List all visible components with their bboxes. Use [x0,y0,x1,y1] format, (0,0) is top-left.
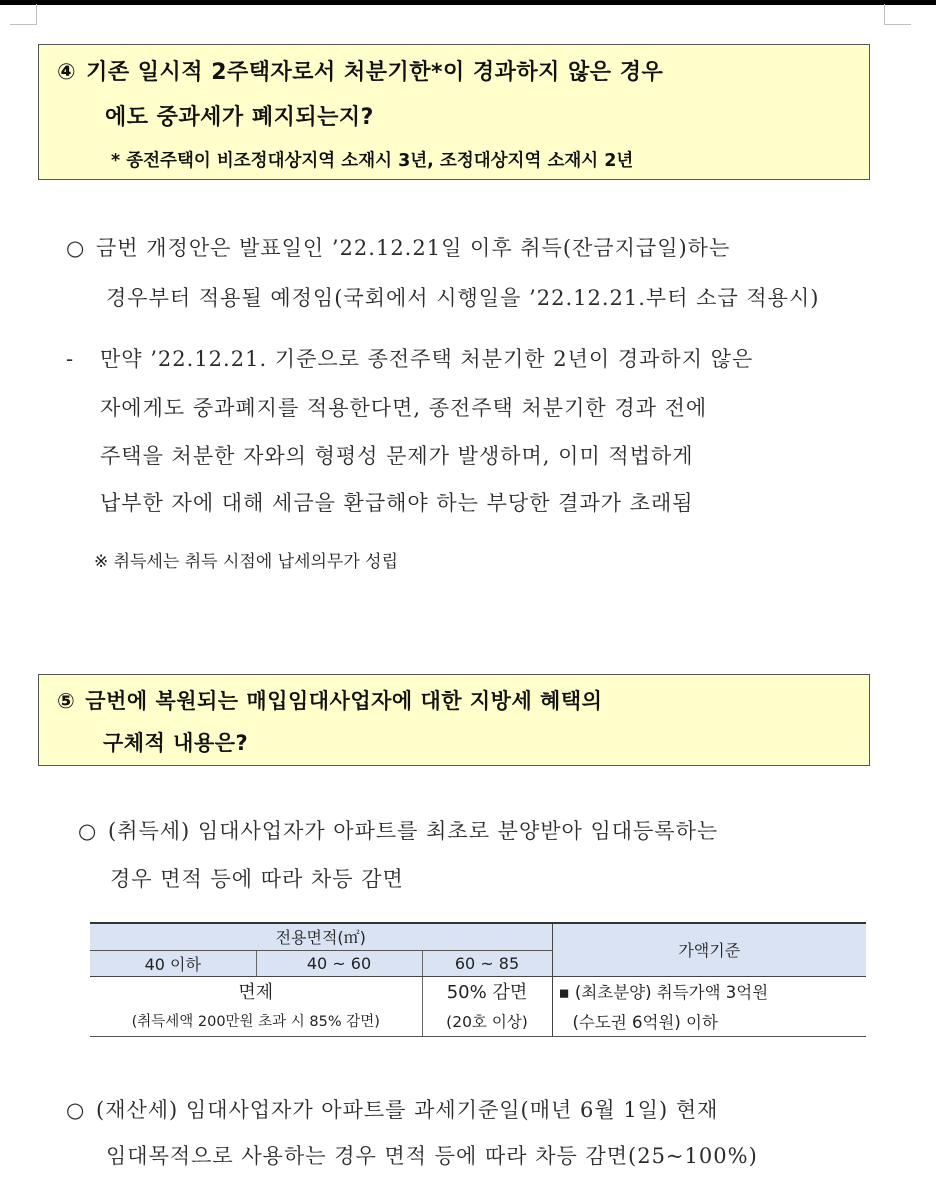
header-exclusive-area: 전용면적(㎡) [90,923,552,950]
answer-5-property-line-2: 임대목적으로 사용하는 경우 면적 등에 따라 차등 감면(25~100%) [106,1144,758,1168]
cell-50-percent-reduction: 50% 감면 [422,976,552,1006]
circled-number-4: ④ [57,60,77,85]
answer-5-acquisition-line-2: 경우 면적 등에 따라 차등 감면 [110,867,404,891]
page-corner-mark-left [10,4,37,25]
answer-4-para-2-line-2: 자에게도 중과폐지를 적용한다면, 종전주택 처분기한 경과 전에 [100,396,708,420]
question-4-footnote: * 종전주택이 비조정대상지역 소재시 3년, 조정대상지역 소재시 2년 [111,151,634,171]
dash-bullet-icon: - [66,347,75,371]
cell-price-line-1: ▪ (최초분양) 취득가액 3억원 [558,983,769,1003]
cell-price-line-2: (수도권 6억원) 이하 [552,1006,866,1036]
cell-exemption-condition: (취득세액 200만원 초과 시 85% 감면) [90,1006,422,1036]
header-price-criteria: 가액기준 [552,923,866,976]
top-black-bar [0,0,936,5]
acquisition-tax-reduction-table [90,922,866,1037]
circle-bullet-icon: ○ [66,236,86,260]
circle-bullet-icon: ○ [78,819,98,843]
question-4-line-1: ④ 기존 일시적 2주택자로서 처분기한*이 경과하지 않은 경우 [57,60,664,85]
circled-number-5: ⑤ [57,689,76,713]
col-area-40-below: 40 이하 [90,950,256,976]
question-5-box [38,674,870,766]
answer-4-para-1-line-1: ○ 금번 개정안은 발표일인 ’22.12.21일 이후 취득(잔금지급일)하는 [66,236,731,260]
circle-bullet-icon: ○ [66,1098,86,1122]
answer-4-para-1-line-2: 경우부터 적용될 예정임(국회에서 시행일을 ’22.12.21.부터 소급 적용시) [106,286,820,310]
page-corner-mark-right [884,4,911,25]
question-4-box [38,44,870,180]
answer-5-property-line-1: ○ (재산세) 임대사업자가 아파트를 과세기준일(매년 6월 1일) 현재 [66,1098,719,1122]
question-4-line-2: 에도 중과세가 폐지되는지? [105,105,374,130]
question-5-line-1: ⑤ 금번에 복원되는 매입임대사업자에 대한 지방세 혜택의 [57,689,603,713]
answer-4-para-2-line-4: 납부한 자에 대해 세금을 환급해야 하는 부당한 결과가 초래됨 [100,491,694,515]
cell-exemption: 면제 [90,976,422,1006]
answer-4-para-2-line-1: - 만약 ’22.12.21. 기준으로 종전주택 처분기한 2년이 경과하지 않은 [66,347,754,371]
col-area-60-85: 60 ~ 85 [422,950,552,976]
col-area-40-60: 40 ~ 60 [256,950,422,976]
question-5-line-2: 구체적 내용은? [103,731,249,755]
answer-5-acquisition-line-1: ○ (취득세) 임대사업자가 아파트를 최초로 분양받아 임대등록하는 [78,819,719,843]
cell-reduction-condition: (20호 이상) [422,1006,552,1036]
answer-4-para-2-line-3: 주택을 처분한 자와의 형평성 문제가 발생하며, 이미 적법하게 [100,444,694,468]
answer-4-reference-note: ※ 취득세는 취득 시점에 납세의무가 성립 [94,552,399,572]
